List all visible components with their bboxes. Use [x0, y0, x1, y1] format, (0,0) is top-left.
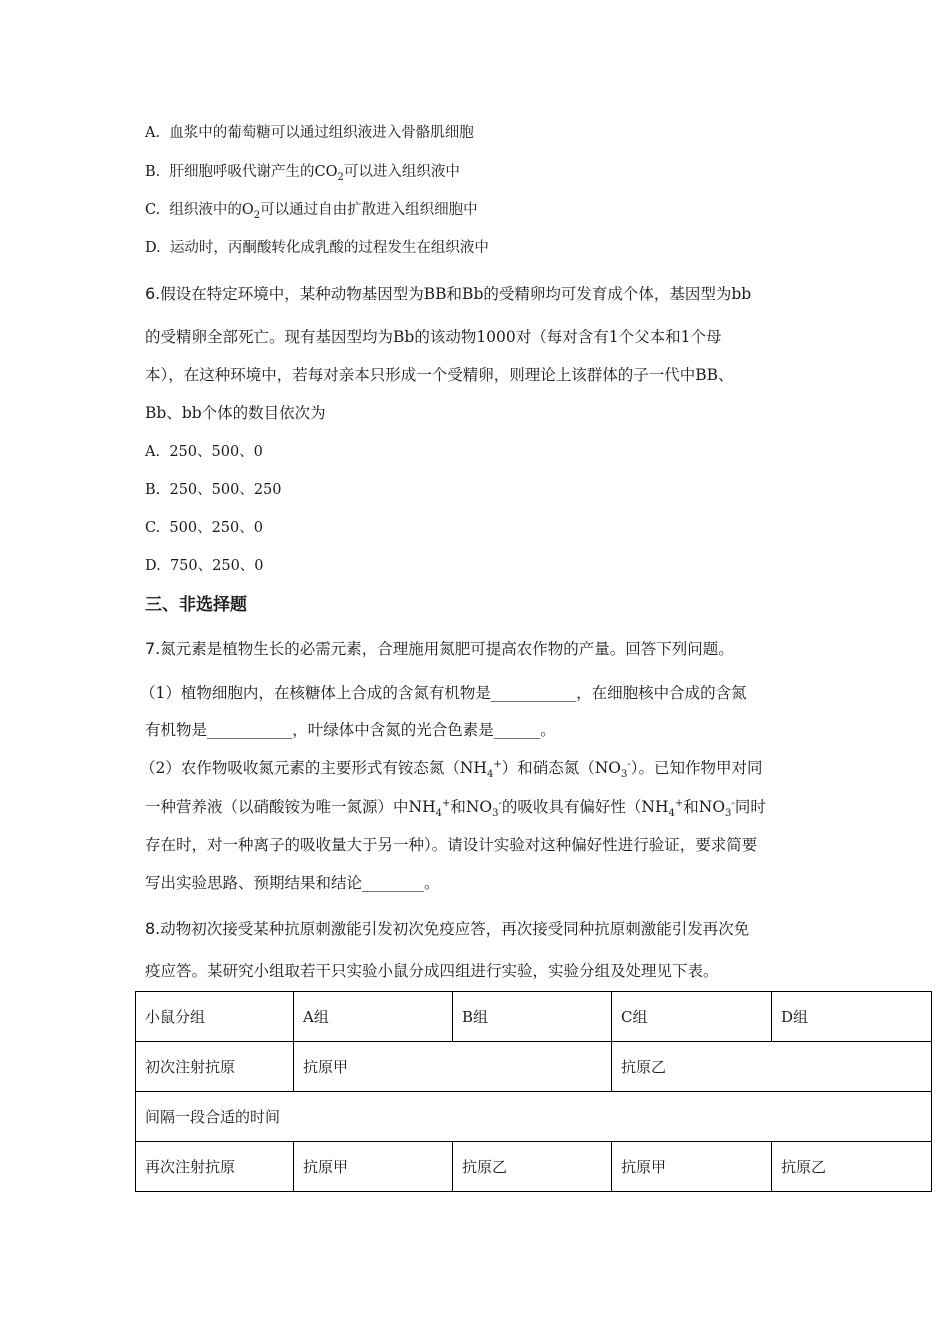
q6-stem-line-2: 的受精卵全部死亡。现有基因型均为Bb的该动物1000对（每对含有1个父本和1个母: [145, 328, 722, 346]
q5-option-b: B. 肝细胞呼吸代谢产生的$CO_2$可以进入组织液中: [145, 164, 460, 183]
table-cell: D组: [772, 992, 932, 1042]
q7-part1-line-2: 有机物是___________，叶绿体中含氮的光合色素是______。: [145, 721, 556, 739]
table-cell: 小鼠分组: [136, 992, 294, 1042]
q8-stem-line-1: 8.动物初次接受某种抗原刺激能引发初次免疫应答，再次接受同种抗原刺激能引发再次免: [145, 919, 750, 938]
table-row-second-injection: [136, 1142, 932, 1192]
q6-option-b: B. 250、500、250: [145, 482, 282, 498]
q6-stem-line-3: 本），在这种环境中，若每对亲本只形成一个受精卵，则理论上该群体的子一代中BB、: [145, 366, 734, 384]
q5-option-d: D. 运动时，丙酮酸转化成乳酸的过程发生在组织液中: [145, 240, 489, 256]
q7-part2-line-2: 一种营养液（以硝酸铵为唯一氮源）中$NH_4^+$和$NO_3^-$的吸收具有偏好性（$NH_4^+$和$NO_3^-$同时: [145, 797, 766, 820]
table-row-interval: [136, 1092, 932, 1142]
table-cell: B组: [453, 992, 612, 1042]
q8-stem-line-2: 疫应答。某研究小组取若干只实验小鼠分成四组进行实验，实验分组及处理见下表。: [145, 962, 719, 980]
experiment-table: [135, 991, 932, 1192]
q6-option-a: A. 250、500、0: [145, 444, 263, 460]
q7-part2-line-3: 存在时，对一种离子的吸收量大于另一种）。请设计实验对这种偏好性进行验证，要求简要: [145, 836, 758, 854]
q6-option-d: D. 750、250、0: [145, 558, 264, 574]
q8-number: 8.: [145, 919, 161, 938]
table-cell: 抗原乙: [772, 1142, 932, 1192]
table-cell: 抗原甲: [612, 1142, 772, 1192]
table-cell: 再次注射抗原: [136, 1142, 294, 1192]
q5-option-a: A. 血浆中的葡萄糖可以通过组织液进入骨骼肌细胞: [145, 125, 474, 141]
section-3-heading: 三、非选择题: [145, 595, 247, 615]
q6-stem-line-1: 6.假设在特定环境中，某种动物基因型为BB和Bb的受精卵均可发育成个体，基因型为bb: [145, 284, 752, 303]
table-cell: 间隔一段合适的时间: [136, 1092, 932, 1142]
q7-part2-line-1: （2）农作物吸收氮元素的主要形式有铵态氮$(NH_4^+)$和硝态氮$(NO_3^-)$。已知作物甲对同: [140, 758, 763, 781]
table-cell: C组: [612, 992, 772, 1042]
table-row-first-injection: [136, 1042, 932, 1092]
table-cell: 抗原甲: [294, 1042, 612, 1092]
table-cell: 抗原甲: [294, 1142, 453, 1192]
q7-part2-line-4: 写出实验思路、预期结果和结论________。: [145, 874, 440, 892]
q5-option-c: C. 组织液中的$O_2$可以通过自由扩散进入组织细胞中: [145, 202, 478, 221]
q7-part1-line-1: （1）植物细胞内，在核糖体上合成的含氮有机物是___________，在细胞核中合成的含氮: [140, 684, 747, 702]
q7-intro: 7.氮元素是植物生长的必需元素，合理施用氮肥可提高农作物的产量。回答下列问题。: [145, 639, 734, 658]
table-cell: 抗原乙: [453, 1142, 612, 1192]
q6-stem-line-4: Bb、bb个体的数目依次为: [145, 404, 326, 422]
table-row-header: [136, 992, 932, 1042]
q6-option-c: C. 500、250、0: [145, 520, 263, 536]
q6-number: 6.: [145, 284, 161, 303]
table-cell: A组: [294, 992, 453, 1042]
table-cell: 初次注射抗原: [136, 1042, 294, 1092]
q7-number: 7.: [145, 639, 161, 658]
table-cell: 抗原乙: [612, 1042, 932, 1092]
